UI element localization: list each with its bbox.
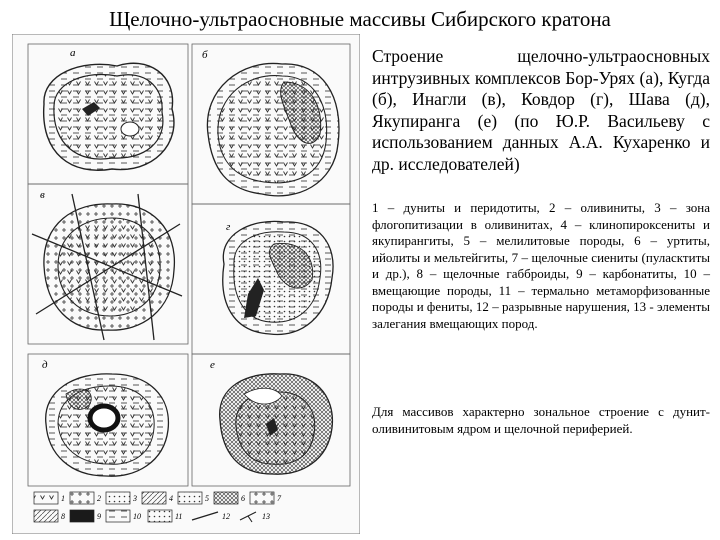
- zoning-note: Для массивов характерно зональное строение с дунит-оливинитовым ядром и щелочной периферией.: [372, 404, 710, 436]
- legend-description: 1 – дуниты и перидотиты, 2 – оливиниты, 3 – зона флогопитизации в оливинитах, 4 – клинопироксениты и якупирангиты, 5 – мелилитовые породы, 6 – уртиты, ийолиты и мельтейгиты, 7 – щелочные сиениты (пуласктиты и др.), 8 – щелочные габброиды, 9 – карбонатиты, 10 – вмещающие породы, 11 – термально метаморфизованные породы и фениты, 12 – разрывные нарушения, 13 - элементы залегания вмещающих пород.: [372, 200, 710, 331]
- figure-caption: Строение щелочно-ультраосновных интрузивных комплексов Бор-Урях (а), Кугда (б), Инагли (в), Ковдор (г), Шава (д), Якупиранга (е) (по Ю.Р. Васильеву с использованием данных А.А. Кухаренко и др. исследователей): [372, 46, 710, 174]
- legend-number-3: 3: [133, 494, 137, 503]
- page-title: Щелочно-ультраосновные массивы Сибирского кратона: [109, 7, 611, 31]
- legend-number-13: 13: [262, 512, 270, 521]
- panel-letter-a: а: [70, 47, 76, 59]
- legend-number-7: 7: [277, 494, 281, 503]
- legend-number-8: 8: [61, 512, 65, 521]
- geologic-maps-svg: [12, 34, 360, 534]
- legend-number-5: 5: [205, 494, 209, 503]
- legend-number-2: 2: [97, 494, 101, 503]
- legend-number-1: 1: [61, 494, 65, 503]
- panel-letter-v: в: [40, 189, 45, 201]
- geologic-maps-figure: [12, 34, 360, 534]
- panel-letter-d: д: [42, 359, 48, 371]
- legend-number-11: 11: [175, 512, 183, 521]
- panel-letter-e: е: [210, 359, 215, 371]
- legend-number-6: 6: [241, 494, 245, 503]
- legend-number-4: 4: [169, 494, 173, 503]
- panel-letter-b: б: [202, 49, 208, 61]
- legend-number-12: 12: [222, 512, 230, 521]
- panel-letter-g: г: [226, 221, 231, 233]
- legend-number-10: 10: [133, 512, 141, 521]
- legend-number-9: 9: [97, 512, 101, 521]
